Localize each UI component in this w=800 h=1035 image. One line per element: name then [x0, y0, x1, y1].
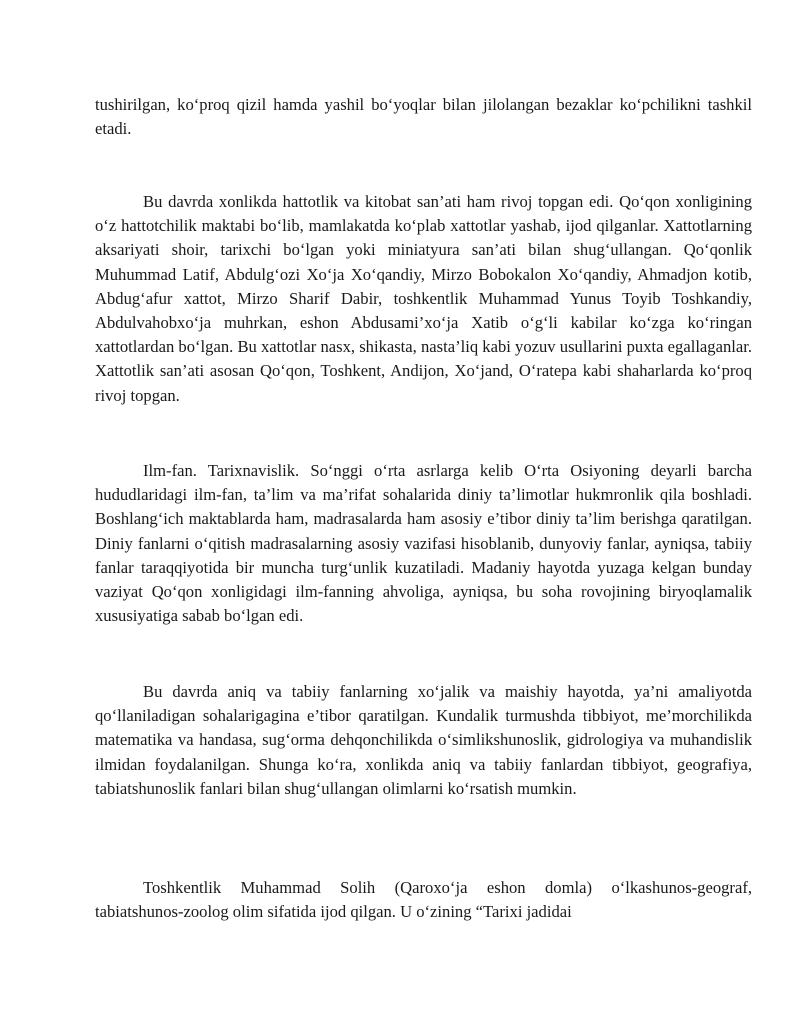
paragraph-calligraphy: Bu davrda xonlikda hattotlik va kitobat san’ati ham rivoj topgan edi. Qo‘qon xonligining o‘z hattotchilik maktabi bo‘lib, mamlakatda ko‘plab xattotlar yashab, ijod qilganlar. Xattotlarning aksariyati shoir, tarixchi bo‘lgan yoki miniatyura san’ati bilan shug‘ullangan. Qo‘qonlik Muhummad Latif, Abdulg‘ozi Xo‘ja Xo‘qandiy, Mirzo Bobokalon Xo‘qandiy, Ahmadjon kotib, Abdug‘afur xattot, Mirzo Sharif Dabir, toshkentlik Muhammad Yunus Toyib Toshkandiy, Abdulvahobxo‘ja muhrkan, eshon Abdusami’xo‘ja Xatib o‘g‘li kabilar ko‘zga ko‘ringan xattotlardan bo‘lgan. Bu xattotlar nasx, shikasta, nasta’liq kabi yozuv usullarini puxta egallaganlar. Xattotlik san’ati asosan Qo‘qon, Toshkent, Andijon, Xo‘jand, O‘ratepa kabi shaharlarda ko‘proq rivoj topgan. — [95, 192, 752, 405]
paragraph-continuation: tushirilgan, ko‘proq qizil hamda yashil bo‘yoqlar bilan jilolangan bezaklar ko‘pchilikni tashkil etadi. — [95, 95, 752, 139]
paragraph-science-historiography: Ilm-fan. Tarixnavislik. So‘nggi o‘rta asrlarga kelib O‘rta Osiyoning deyarli barcha hududlaridagi ilm-fan, ta’lim va ma’rifat sohalarida diniy ta’limotlar hukmronlik qila boshladi. Boshlang‘ich maktablarda ham, madrasalarda ham asosiy e’tibor diniy ta’lim berishga qaratilgan. Diniy fanlarni o‘qitish madrasalarning asosiy vazifasi hisoblanib, dunyoviy fanlar, ayniqsa, tabiiy fanlar taraqqiyotida bir muncha turg‘unlik kuzatiladi. Madaniy hayotda yuzaga kelgan bunday vaziyat Qo‘qon xonligidagi ilm-fanning ahvoliga, ayniqsa, bu soha rovojining biryoqlamalik xususiyatiga sabab bo‘lgan edi. — [95, 461, 752, 626]
paragraph-muhammad-solih: Toshkentlik Muhammad Solih (Qaroxo‘ja eshon domla) o‘lkashunos-geograf, tabiatshunos-zoolog olim sifatida ijod qilgan. U o‘zining “Tarixi jadidai — [95, 878, 752, 922]
paragraph-natural-sciences: Bu davrda aniq va tabiiy fanlarning xo‘jalik va maishiy hayotda, ya’ni amaliyotda qo‘llaniladigan sohalarigagina e’tibor qaratilgan. Kundalik turmushda tibbiyot, me’morchilikda matematika va handasa, sug‘orma dehqonchilikda o‘simlikshunoslik, gidrologiya va muhandislik ilmidan foydalanilgan. Shunga ko‘ra, xonlikda aniq va tabiiy fanlardan tibbiyot, geografiya, tabiatshunoslik fanlari bilan shug‘ullangan olimlarni ko‘rsatish mumkin. — [95, 682, 752, 798]
